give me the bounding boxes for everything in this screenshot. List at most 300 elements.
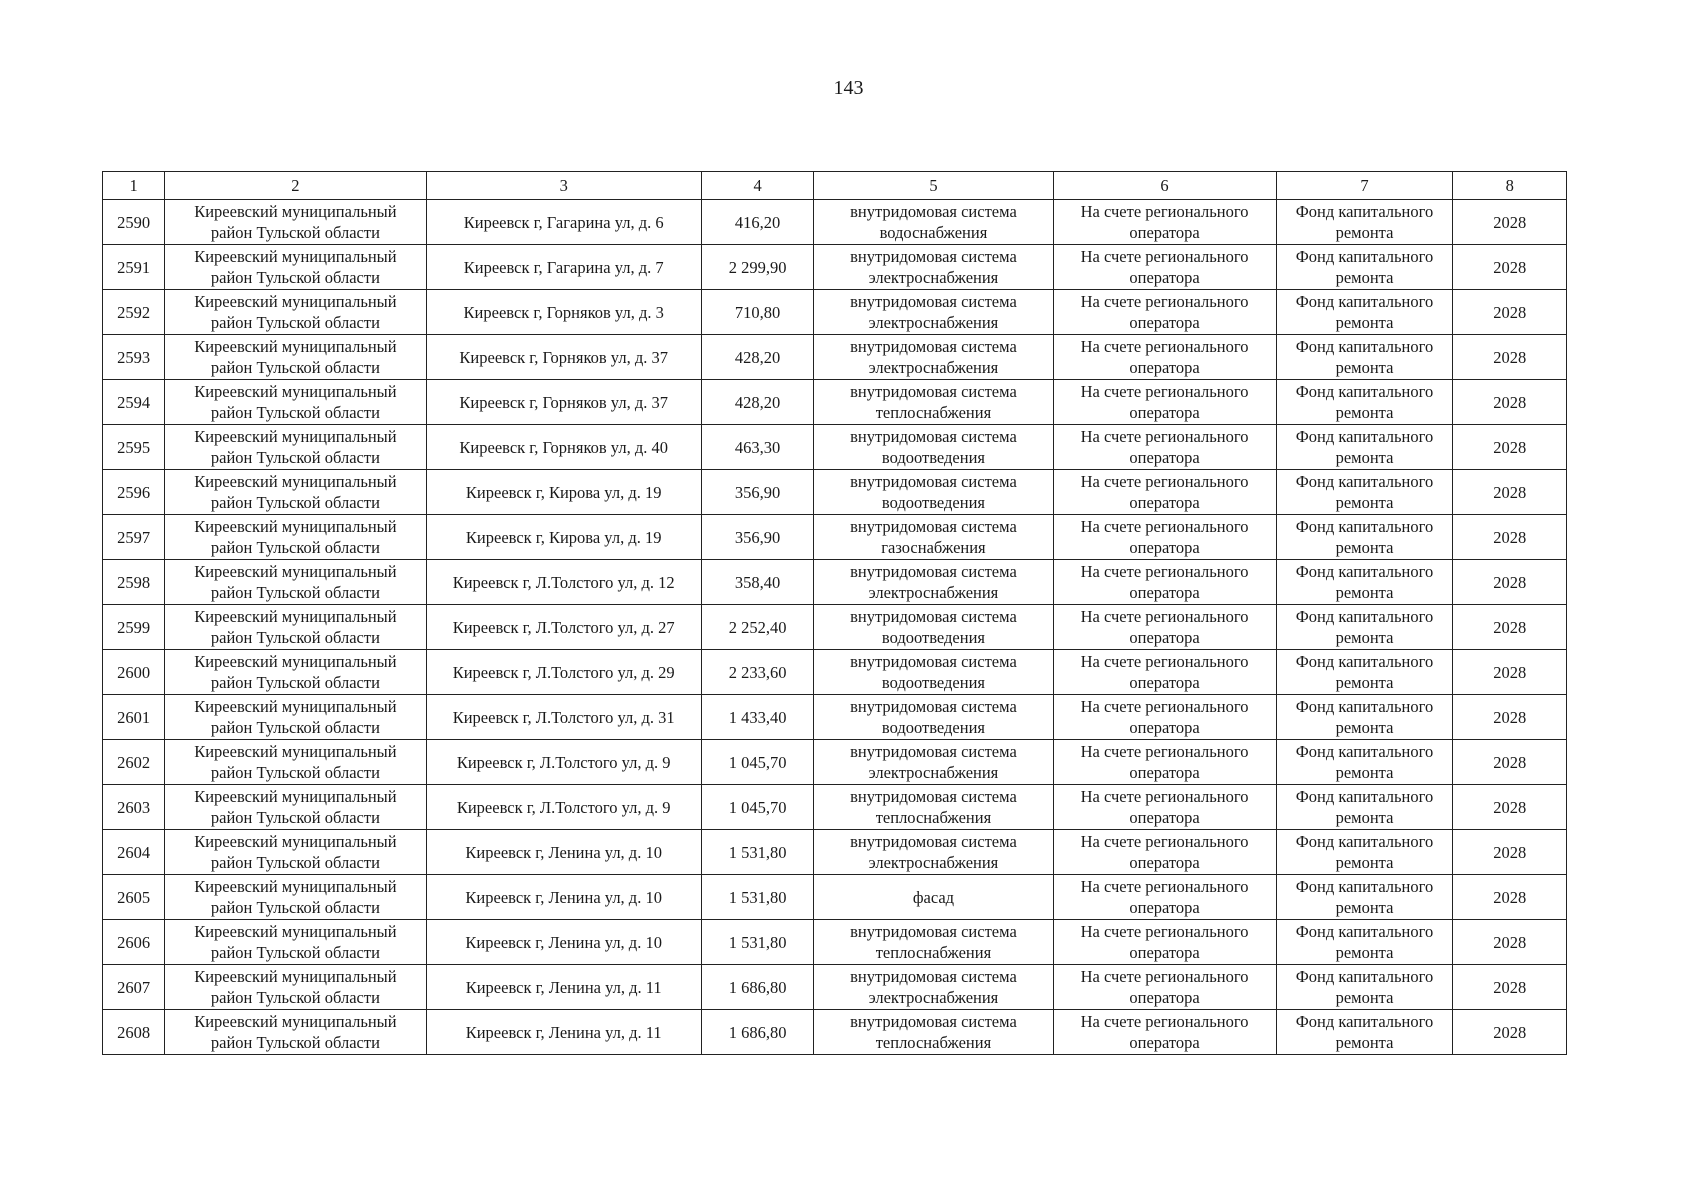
fund-cell-line: ремонта bbox=[1335, 448, 1394, 467]
fund-cell-line: ремонта bbox=[1335, 853, 1394, 872]
fund-cell-line: Фонд капитального bbox=[1295, 517, 1434, 536]
district-cell-line: Киреевский муниципальный bbox=[194, 247, 397, 266]
area-cell: 2 233,60 bbox=[701, 650, 814, 695]
year-cell: 2028 bbox=[1453, 965, 1567, 1010]
table-row bbox=[103, 200, 1567, 245]
district-cell bbox=[165, 1010, 426, 1055]
fund-cell-line: ремонта bbox=[1335, 583, 1394, 602]
system-cell bbox=[814, 965, 1053, 1010]
system-cell-line: внутридомовая система bbox=[850, 292, 1017, 311]
column-header-3: 3 bbox=[426, 172, 701, 200]
account-cell bbox=[1053, 740, 1276, 785]
fund-cell-line: Фонд капитального bbox=[1295, 607, 1434, 626]
district-cell-line: Киреевский муниципальный bbox=[194, 337, 397, 356]
district-cell-line: Киреевский муниципальный bbox=[194, 832, 397, 851]
address-cell: Киреевск г, Горняков ул, д. 3 bbox=[426, 290, 701, 335]
system-cell-line: внутридомовая система bbox=[850, 517, 1017, 536]
area-cell: 1 686,80 bbox=[701, 965, 814, 1010]
district-cell bbox=[165, 425, 426, 470]
table-body bbox=[103, 200, 1567, 1055]
system-cell bbox=[814, 650, 1053, 695]
area-cell: 1 686,80 bbox=[701, 1010, 814, 1055]
fund-cell bbox=[1276, 830, 1453, 875]
district-cell-line: Киреевский муниципальный bbox=[194, 472, 397, 491]
fund-cell-line: ремонта bbox=[1335, 808, 1394, 827]
fund-cell-line: Фонд капитального bbox=[1295, 382, 1434, 401]
column-header-8: 8 bbox=[1453, 172, 1567, 200]
table-row bbox=[103, 695, 1567, 740]
district-cell bbox=[165, 920, 426, 965]
fund-cell bbox=[1276, 1010, 1453, 1055]
table-row bbox=[103, 785, 1567, 830]
account-cell-line: На счете регионального bbox=[1080, 742, 1249, 761]
year-cell: 2028 bbox=[1453, 605, 1567, 650]
account-cell-line: оператора bbox=[1129, 358, 1200, 377]
account-cell-line: оператора bbox=[1129, 943, 1200, 962]
year-cell: 2028 bbox=[1453, 830, 1567, 875]
account-cell-line: На счете регионального bbox=[1080, 562, 1249, 581]
table-row bbox=[103, 470, 1567, 515]
table-row bbox=[103, 740, 1567, 785]
district-cell-line: Киреевский муниципальный bbox=[194, 562, 397, 581]
fund-cell-line: ремонта bbox=[1335, 673, 1394, 692]
fund-cell bbox=[1276, 605, 1453, 650]
district-cell-line: район Тульской области bbox=[210, 628, 380, 647]
column-header-5: 5 bbox=[814, 172, 1053, 200]
fund-cell-line: Фонд капитального bbox=[1295, 742, 1434, 761]
area-cell: 710,80 bbox=[701, 290, 814, 335]
table-row bbox=[103, 965, 1567, 1010]
account-cell-line: оператора bbox=[1129, 898, 1200, 917]
district-cell-line: район Тульской области bbox=[210, 538, 380, 557]
system-cell bbox=[814, 335, 1053, 380]
fund-cell bbox=[1276, 290, 1453, 335]
account-cell-line: оператора bbox=[1129, 853, 1200, 872]
row-number-cell: 2608 bbox=[103, 1010, 165, 1055]
system-cell-line: внутридомовая система bbox=[850, 967, 1017, 986]
fund-cell bbox=[1276, 740, 1453, 785]
fund-cell-line: Фонд капитального bbox=[1295, 967, 1434, 986]
address-cell: Киреевск г, Ленина ул, д. 10 bbox=[426, 920, 701, 965]
fund-cell-line: Фонд капитального bbox=[1295, 652, 1434, 671]
fund-cell bbox=[1276, 650, 1453, 695]
system-cell-line: внутридомовая система bbox=[850, 652, 1017, 671]
district-cell bbox=[165, 470, 426, 515]
account-cell bbox=[1053, 560, 1276, 605]
row-number-cell: 2594 bbox=[103, 380, 165, 425]
row-number-cell: 2605 bbox=[103, 875, 165, 920]
district-cell-line: район Тульской области bbox=[210, 403, 380, 422]
district-cell-line: район Тульской области bbox=[210, 223, 380, 242]
area-cell: 2 252,40 bbox=[701, 605, 814, 650]
address-cell: Киреевск г, Кирова ул, д. 19 bbox=[426, 470, 701, 515]
account-cell bbox=[1053, 695, 1276, 740]
column-header-7: 7 bbox=[1276, 172, 1453, 200]
row-number-cell: 2590 bbox=[103, 200, 165, 245]
address-cell: Киреевск г, Горняков ул, д. 37 bbox=[426, 380, 701, 425]
system-cell-line: внутридомовая система bbox=[850, 562, 1017, 581]
fund-cell-line: ремонта bbox=[1335, 403, 1394, 422]
account-cell-line: На счете регионального bbox=[1080, 1012, 1249, 1031]
row-number-cell: 2591 bbox=[103, 245, 165, 290]
district-cell-line: Киреевский муниципальный bbox=[194, 742, 397, 761]
area-cell: 428,20 bbox=[701, 335, 814, 380]
fund-cell bbox=[1276, 785, 1453, 830]
fund-cell-line: ремонта bbox=[1335, 493, 1394, 512]
account-cell-line: оператора bbox=[1129, 403, 1200, 422]
system-cell-line: внутридомовая система bbox=[850, 1012, 1017, 1031]
fund-cell-line: Фонд капитального bbox=[1295, 202, 1434, 221]
system-cell bbox=[814, 740, 1053, 785]
account-cell-line: оператора bbox=[1129, 718, 1200, 737]
account-cell bbox=[1053, 650, 1276, 695]
district-cell-line: Киреевский муниципальный bbox=[194, 922, 397, 941]
fund-cell bbox=[1276, 695, 1453, 740]
area-cell: 428,20 bbox=[701, 380, 814, 425]
system-cell-line: внутридомовая система bbox=[850, 202, 1017, 221]
fund-cell-line: Фонд капитального bbox=[1295, 247, 1434, 266]
table-header bbox=[103, 172, 1567, 200]
district-cell-line: Киреевский муниципальный bbox=[194, 697, 397, 716]
area-cell: 1 531,80 bbox=[701, 875, 814, 920]
row-number-cell: 2595 bbox=[103, 425, 165, 470]
district-cell bbox=[165, 830, 426, 875]
account-cell bbox=[1053, 1010, 1276, 1055]
header-row bbox=[103, 172, 1567, 200]
system-cell bbox=[814, 695, 1053, 740]
table-row bbox=[103, 380, 1567, 425]
account-cell-line: На счете регионального bbox=[1080, 472, 1249, 491]
fund-cell bbox=[1276, 875, 1453, 920]
fund-cell-line: Фонд капитального bbox=[1295, 922, 1434, 941]
system-cell bbox=[814, 200, 1053, 245]
district-cell bbox=[165, 245, 426, 290]
system-cell-line: электроснабжения bbox=[868, 313, 999, 332]
account-cell-line: оператора bbox=[1129, 763, 1200, 782]
system-cell bbox=[814, 875, 1053, 920]
register-table bbox=[102, 171, 1567, 1055]
account-cell-line: оператора bbox=[1129, 268, 1200, 287]
table-row bbox=[103, 875, 1567, 920]
row-number-cell: 2603 bbox=[103, 785, 165, 830]
fund-cell-line: ремонта bbox=[1335, 223, 1394, 242]
system-cell-line: водоснабжения bbox=[879, 223, 988, 242]
district-cell-line: Киреевский муниципальный bbox=[194, 382, 397, 401]
district-cell-line: район Тульской области bbox=[210, 268, 380, 287]
row-number-cell: 2601 bbox=[103, 695, 165, 740]
area-cell: 2 299,90 bbox=[701, 245, 814, 290]
system-cell-line: внутридомовая система bbox=[850, 742, 1017, 761]
address-cell: Киреевск г, Ленина ул, д. 11 bbox=[426, 965, 701, 1010]
row-number-cell: 2600 bbox=[103, 650, 165, 695]
fund-cell bbox=[1276, 245, 1453, 290]
system-cell-line: теплоснабжения bbox=[875, 1033, 992, 1052]
system-cell bbox=[814, 515, 1053, 560]
area-cell: 416,20 bbox=[701, 200, 814, 245]
account-cell bbox=[1053, 965, 1276, 1010]
account-cell-line: На счете регионального bbox=[1080, 787, 1249, 806]
fund-cell-line: ремонта bbox=[1335, 718, 1394, 737]
system-cell-line: электроснабжения bbox=[868, 358, 999, 377]
system-cell-line: водоотведения bbox=[881, 448, 985, 467]
area-cell: 1 531,80 bbox=[701, 830, 814, 875]
district-cell-line: район Тульской области bbox=[210, 853, 380, 872]
column-header-6: 6 bbox=[1053, 172, 1276, 200]
year-cell: 2028 bbox=[1453, 695, 1567, 740]
fund-cell bbox=[1276, 425, 1453, 470]
year-cell: 2028 bbox=[1453, 560, 1567, 605]
district-cell bbox=[165, 380, 426, 425]
year-cell: 2028 bbox=[1453, 740, 1567, 785]
district-cell bbox=[165, 650, 426, 695]
fund-cell-line: Фонд капитального bbox=[1295, 832, 1434, 851]
system-cell-line: электроснабжения bbox=[868, 853, 999, 872]
fund-cell-line: Фонд капитального bbox=[1295, 427, 1434, 446]
address-cell: Киреевск г, Л.Толстого ул, д. 9 bbox=[426, 740, 701, 785]
row-number-cell: 2602 bbox=[103, 740, 165, 785]
fund-cell-line: Фонд капитального bbox=[1295, 1012, 1434, 1031]
account-cell-line: На счете регионального bbox=[1080, 922, 1249, 941]
page-number: 143 bbox=[833, 77, 864, 99]
fund-cell-line: ремонта bbox=[1335, 1033, 1394, 1052]
system-cell-line: теплоснабжения bbox=[875, 943, 992, 962]
area-cell: 1 433,40 bbox=[701, 695, 814, 740]
address-cell: Киреевск г, Ленина ул, д. 10 bbox=[426, 830, 701, 875]
system-cell bbox=[814, 290, 1053, 335]
fund-cell-line: ремонта bbox=[1335, 628, 1394, 647]
account-cell bbox=[1053, 605, 1276, 650]
table-row bbox=[103, 560, 1567, 605]
district-cell-line: Киреевский муниципальный bbox=[194, 877, 397, 896]
area-cell: 463,30 bbox=[701, 425, 814, 470]
row-number-cell: 2599 bbox=[103, 605, 165, 650]
table-row bbox=[103, 335, 1567, 380]
system-cell-line: внутридомовая система bbox=[850, 922, 1017, 941]
district-cell bbox=[165, 875, 426, 920]
fund-cell-line: ремонта bbox=[1335, 358, 1394, 377]
district-cell-line: Киреевский муниципальный bbox=[194, 787, 397, 806]
district-cell bbox=[165, 740, 426, 785]
system-cell bbox=[814, 470, 1053, 515]
district-cell-line: Киреевский муниципальный bbox=[194, 652, 397, 671]
table-row bbox=[103, 290, 1567, 335]
account-cell-line: На счете регионального bbox=[1080, 427, 1249, 446]
fund-cell-line: ремонта bbox=[1335, 763, 1394, 782]
column-header-1: 1 bbox=[103, 172, 165, 200]
year-cell: 2028 bbox=[1453, 875, 1567, 920]
address-cell: Киреевск г, Кирова ул, д. 19 bbox=[426, 515, 701, 560]
account-cell-line: На счете регионального bbox=[1080, 877, 1249, 896]
district-cell-line: район Тульской области bbox=[210, 808, 380, 827]
address-cell: Киреевск г, Л.Толстого ул, д. 29 bbox=[426, 650, 701, 695]
district-cell-line: Киреевский муниципальный bbox=[194, 292, 397, 311]
account-cell-line: На счете регионального bbox=[1080, 697, 1249, 716]
account-cell bbox=[1053, 200, 1276, 245]
table-row bbox=[103, 425, 1567, 470]
account-cell-line: оператора bbox=[1129, 628, 1200, 647]
table-row bbox=[103, 650, 1567, 695]
district-cell-line: район Тульской области bbox=[210, 493, 380, 512]
address-cell: Киреевск г, Л.Толстого ул, д. 27 bbox=[426, 605, 701, 650]
row-number-cell: 2598 bbox=[103, 560, 165, 605]
account-cell bbox=[1053, 425, 1276, 470]
fund-cell bbox=[1276, 560, 1453, 605]
system-cell-line: внутридомовая система bbox=[850, 472, 1017, 491]
account-cell bbox=[1053, 290, 1276, 335]
system-cell-line: фасад bbox=[912, 887, 955, 907]
fund-cell bbox=[1276, 200, 1453, 245]
address-cell: Киреевск г, Гагарина ул, д. 7 bbox=[426, 245, 701, 290]
account-cell-line: На счете регионального bbox=[1080, 652, 1249, 671]
account-cell-line: На счете регионального bbox=[1080, 247, 1249, 266]
system-cell bbox=[814, 245, 1053, 290]
area-cell: 358,40 bbox=[701, 560, 814, 605]
account-cell bbox=[1053, 875, 1276, 920]
account-cell-line: На счете регионального bbox=[1080, 382, 1249, 401]
system-cell bbox=[814, 380, 1053, 425]
year-cell: 2028 bbox=[1453, 470, 1567, 515]
account-cell bbox=[1053, 515, 1276, 560]
system-cell-line: электроснабжения bbox=[868, 268, 999, 287]
system-cell-line: внутридомовая система bbox=[850, 697, 1017, 716]
fund-cell-line: Фонд капитального bbox=[1295, 877, 1434, 896]
table-row bbox=[103, 515, 1567, 560]
year-cell: 2028 bbox=[1453, 1010, 1567, 1055]
row-number-cell: 2606 bbox=[103, 920, 165, 965]
district-cell bbox=[165, 200, 426, 245]
table-row bbox=[103, 830, 1567, 875]
year-cell: 2028 bbox=[1453, 335, 1567, 380]
district-cell-line: район Тульской области bbox=[210, 448, 380, 467]
account-cell-line: На счете регионального bbox=[1080, 517, 1249, 536]
account-cell-line: оператора bbox=[1129, 448, 1200, 467]
district-cell bbox=[165, 335, 426, 380]
area-cell: 1 531,80 bbox=[701, 920, 814, 965]
district-cell-line: Киреевский муниципальный bbox=[194, 202, 397, 221]
account-cell-line: оператора bbox=[1129, 988, 1200, 1007]
account-cell-line: оператора bbox=[1129, 673, 1200, 692]
column-header-4: 4 bbox=[701, 172, 814, 200]
system-cell-line: внутридомовая система bbox=[850, 427, 1017, 446]
row-number-cell: 2604 bbox=[103, 830, 165, 875]
table-row bbox=[103, 605, 1567, 650]
table-row bbox=[103, 245, 1567, 290]
year-cell: 2028 bbox=[1453, 785, 1567, 830]
district-cell bbox=[165, 290, 426, 335]
system-cell-line: электроснабжения bbox=[868, 988, 999, 1007]
district-cell-line: район Тульской области bbox=[210, 673, 380, 692]
year-cell: 2028 bbox=[1453, 425, 1567, 470]
district-cell-line: район Тульской области bbox=[210, 358, 380, 377]
district-cell-line: район Тульской области bbox=[210, 898, 380, 917]
system-cell-line: внутридомовая система bbox=[850, 247, 1017, 266]
year-cell: 2028 bbox=[1453, 650, 1567, 695]
fund-cell bbox=[1276, 335, 1453, 380]
column-header-2: 2 bbox=[165, 172, 426, 200]
fund-cell bbox=[1276, 920, 1453, 965]
system-cell bbox=[814, 1010, 1053, 1055]
address-cell: Киреевск г, Л.Толстого ул, д. 12 bbox=[426, 560, 701, 605]
district-cell bbox=[165, 785, 426, 830]
system-cell bbox=[814, 785, 1053, 830]
fund-cell-line: ремонта bbox=[1335, 538, 1394, 557]
system-cell-line: газоснабжения bbox=[881, 538, 986, 557]
account-cell bbox=[1053, 470, 1276, 515]
account-cell bbox=[1053, 830, 1276, 875]
district-cell-line: Киреевский муниципальный bbox=[194, 427, 397, 446]
account-cell bbox=[1053, 335, 1276, 380]
fund-cell-line: Фонд капитального bbox=[1295, 787, 1434, 806]
fund-cell-line: Фонд капитального bbox=[1295, 472, 1434, 491]
fund-cell bbox=[1276, 380, 1453, 425]
account-cell bbox=[1053, 380, 1276, 425]
district-cell-line: Киреевский муниципальный bbox=[194, 607, 397, 626]
address-cell: Киреевск г, Ленина ул, д. 10 bbox=[426, 875, 701, 920]
fund-cell-line: ремонта bbox=[1335, 268, 1394, 287]
system-cell-line: внутридомовая система bbox=[850, 832, 1017, 851]
year-cell: 2028 bbox=[1453, 245, 1567, 290]
district-cell bbox=[165, 965, 426, 1010]
system-cell-line: электроснабжения bbox=[868, 583, 999, 602]
fund-cell bbox=[1276, 515, 1453, 560]
account-cell bbox=[1053, 920, 1276, 965]
row-number-cell: 2592 bbox=[103, 290, 165, 335]
address-cell: Киреевск г, Л.Толстого ул, д. 9 bbox=[426, 785, 701, 830]
account-cell-line: На счете регионального bbox=[1080, 607, 1249, 626]
system-cell-line: теплоснабжения bbox=[875, 403, 992, 422]
row-number-cell: 2597 bbox=[103, 515, 165, 560]
district-cell-line: район Тульской области bbox=[210, 988, 380, 1007]
district-cell-line: район Тульской области bbox=[210, 763, 380, 782]
system-cell-line: водоотведения bbox=[881, 628, 985, 647]
system-cell-line: водоотведения bbox=[881, 718, 985, 737]
fund-cell bbox=[1276, 470, 1453, 515]
account-cell-line: оператора bbox=[1129, 1033, 1200, 1052]
district-cell-line: район Тульской области bbox=[210, 1033, 380, 1052]
area-cell: 356,90 bbox=[701, 470, 814, 515]
account-cell-line: На счете регионального bbox=[1080, 202, 1249, 221]
account-cell-line: На счете регионального bbox=[1080, 337, 1249, 356]
fund-cell-line: Фонд капитального bbox=[1295, 292, 1434, 311]
address-cell: Киреевск г, Горняков ул, д. 37 bbox=[426, 335, 701, 380]
district-cell-line: район Тульской области bbox=[210, 943, 380, 962]
account-cell-line: На счете регионального bbox=[1080, 292, 1249, 311]
address-cell: Киреевск г, Л.Толстого ул, д. 31 bbox=[426, 695, 701, 740]
account-cell-line: оператора bbox=[1129, 538, 1200, 557]
year-cell: 2028 bbox=[1453, 200, 1567, 245]
district-cell bbox=[165, 560, 426, 605]
area-cell: 1 045,70 bbox=[701, 785, 814, 830]
district-cell bbox=[165, 515, 426, 560]
system-cell bbox=[814, 605, 1053, 650]
row-number-cell: 2596 bbox=[103, 470, 165, 515]
system-cell-line: внутридомовая система bbox=[850, 382, 1017, 401]
system-cell bbox=[814, 830, 1053, 875]
row-number-cell: 2607 bbox=[103, 965, 165, 1010]
address-cell: Киреевск г, Горняков ул, д. 40 bbox=[426, 425, 701, 470]
fund-cell-line: ремонта bbox=[1335, 313, 1394, 332]
year-cell: 2028 bbox=[1453, 515, 1567, 560]
system-cell-line: водоотведения bbox=[881, 673, 985, 692]
year-cell: 2028 bbox=[1453, 920, 1567, 965]
fund-cell-line: Фонд капитального bbox=[1295, 562, 1434, 581]
district-cell-line: район Тульской области bbox=[210, 718, 380, 737]
area-cell: 356,90 bbox=[701, 515, 814, 560]
account-cell-line: оператора bbox=[1129, 583, 1200, 602]
fund-cell-line: ремонта bbox=[1335, 898, 1394, 917]
system-cell bbox=[814, 920, 1053, 965]
district-cell-line: Киреевский муниципальный bbox=[194, 1012, 397, 1031]
